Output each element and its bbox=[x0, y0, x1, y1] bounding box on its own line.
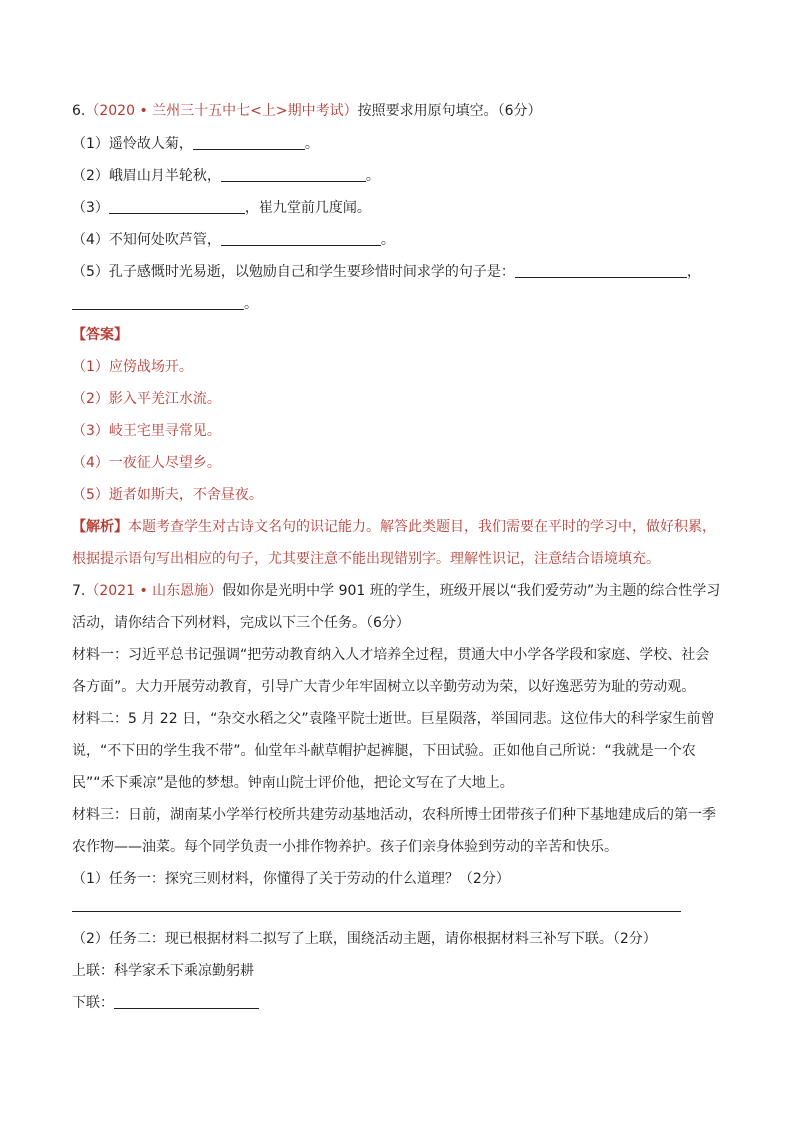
answer-item-5: （5）逝者如斯夫，不舍昼夜。 bbox=[72, 487, 263, 503]
q6-heading bbox=[72, 101, 542, 121]
q6-item-4: （4）不知何处吹芦管， 。 bbox=[72, 232, 395, 248]
analysis-line-2: 根据提示语句写出相应的句子，尤其要注意不能出现错别字。理解性识记，注意结合语境填充。 bbox=[72, 551, 660, 567]
fill-blank[interactable] bbox=[72, 295, 244, 310]
fill-blank[interactable] bbox=[114, 994, 259, 1009]
material-line: 各方面”。大力开展劳动教育，引导广大青少年牢固树立以辛勤劳动为荣，以好逸恶劳为耻的劳动观。 bbox=[72, 679, 696, 695]
q6-item-2: （2）峨眉山月半轮秋， 。 bbox=[72, 168, 380, 184]
lower-couplet-label: 下联： bbox=[72, 995, 114, 1011]
material-line: 说，“不下田的学生我不带”。仙堂年斗献草帽护起裤腿，下田试验。正如他自己所说：“我就是一个农 bbox=[72, 743, 696, 759]
q6-source: （2020 • 兰州三十五中七<上>期中考试） bbox=[85, 103, 358, 119]
upper-couplet: 上联：科学家禾下乘凉勤躬耕 bbox=[72, 963, 254, 979]
material-line: 农作物——油菜。每个同学负责一小排作物养护。孩子们亲身体验到劳动的辛苦和快乐。 bbox=[72, 839, 618, 855]
fill-blank[interactable] bbox=[193, 135, 305, 150]
q6-item-5-continued: 。 bbox=[72, 294, 258, 314]
answer-item-3: （3）岐王宅里寻常见。 bbox=[72, 423, 221, 439]
answer-rule-task-1[interactable] bbox=[72, 911, 681, 912]
fill-blank[interactable] bbox=[221, 231, 381, 246]
q6-number: 6. bbox=[72, 103, 86, 119]
answer-item-1: （1）应傍战场开。 bbox=[72, 359, 193, 375]
answer-item-2: （2）影入平羌江水流。 bbox=[72, 391, 221, 407]
q7-heading bbox=[72, 581, 720, 601]
q7-prompt-line-2: 活动，请你结合下列材料，完成以下三个任务。（6分） bbox=[72, 615, 410, 631]
material-line: 材料二：5 月 22 日，“杂交水稻之父”袁隆平院士逝世。巨星陨落，举国同悲。这位伟大的科学家生前曾 bbox=[72, 711, 715, 727]
q6-item-5: （5）孔子感慨时光易逝，以勉励自己和学生要珍惜时间求学的句子是： ， bbox=[72, 264, 701, 280]
task-1: （1）任务一：探究三则材料，你懂得了关于劳动的什么道理？（2分） bbox=[72, 871, 510, 887]
q6-item-1: （1）遥怜故人菊， 。 bbox=[72, 136, 319, 152]
analysis-line-1: 【解析】本题考查学生对古诗文名句的识记能力。解答此类题目，我们需要在平时的学习中，做好积累， bbox=[72, 519, 716, 535]
q7-number: 7. bbox=[72, 583, 86, 599]
material-line: 民”“禾下乘凉”是他的梦想。钟南山院士评价他，把论文写在了大地上。 bbox=[72, 775, 514, 791]
material-line: 材料一：习近平总书记强调“把劳动教育纳入人才培养全过程，贯通大中小学各学段和家庭、学校、社会 bbox=[72, 647, 710, 663]
q7-source: （2021 • 山东恩施） bbox=[85, 583, 223, 599]
answer-item-4: （4）一夜征人尽望乡。 bbox=[72, 455, 221, 471]
fill-blank[interactable] bbox=[515, 263, 687, 278]
q6-item-3: （3） ，崔九堂前几度闻。 bbox=[72, 200, 371, 216]
fill-blank[interactable] bbox=[221, 167, 366, 182]
lower-couplet bbox=[72, 993, 259, 1013]
q6-prompt: 按照要求用原句填空。（6分） bbox=[357, 103, 542, 119]
fill-blank[interactable] bbox=[109, 199, 245, 214]
task-2: （2）任务二：现已根据材料二拟写了上联，围绕活动主题，请你根据材料三补写下联。（2分） bbox=[72, 931, 657, 947]
material-line: 材料三：日前，湖南某小学举行校所共建劳动基地活动，农科所博士团带孩子们种下基地建成后的第一季 bbox=[72, 807, 716, 823]
analysis-label: 【解析】 bbox=[72, 519, 128, 535]
answer-label: 【答案】 bbox=[72, 327, 128, 343]
q7-prompt-line-1: 假如你是光明中学 901 班的学生，班级开展以“我们爱劳动”为主题的综合性学习 bbox=[222, 583, 721, 599]
